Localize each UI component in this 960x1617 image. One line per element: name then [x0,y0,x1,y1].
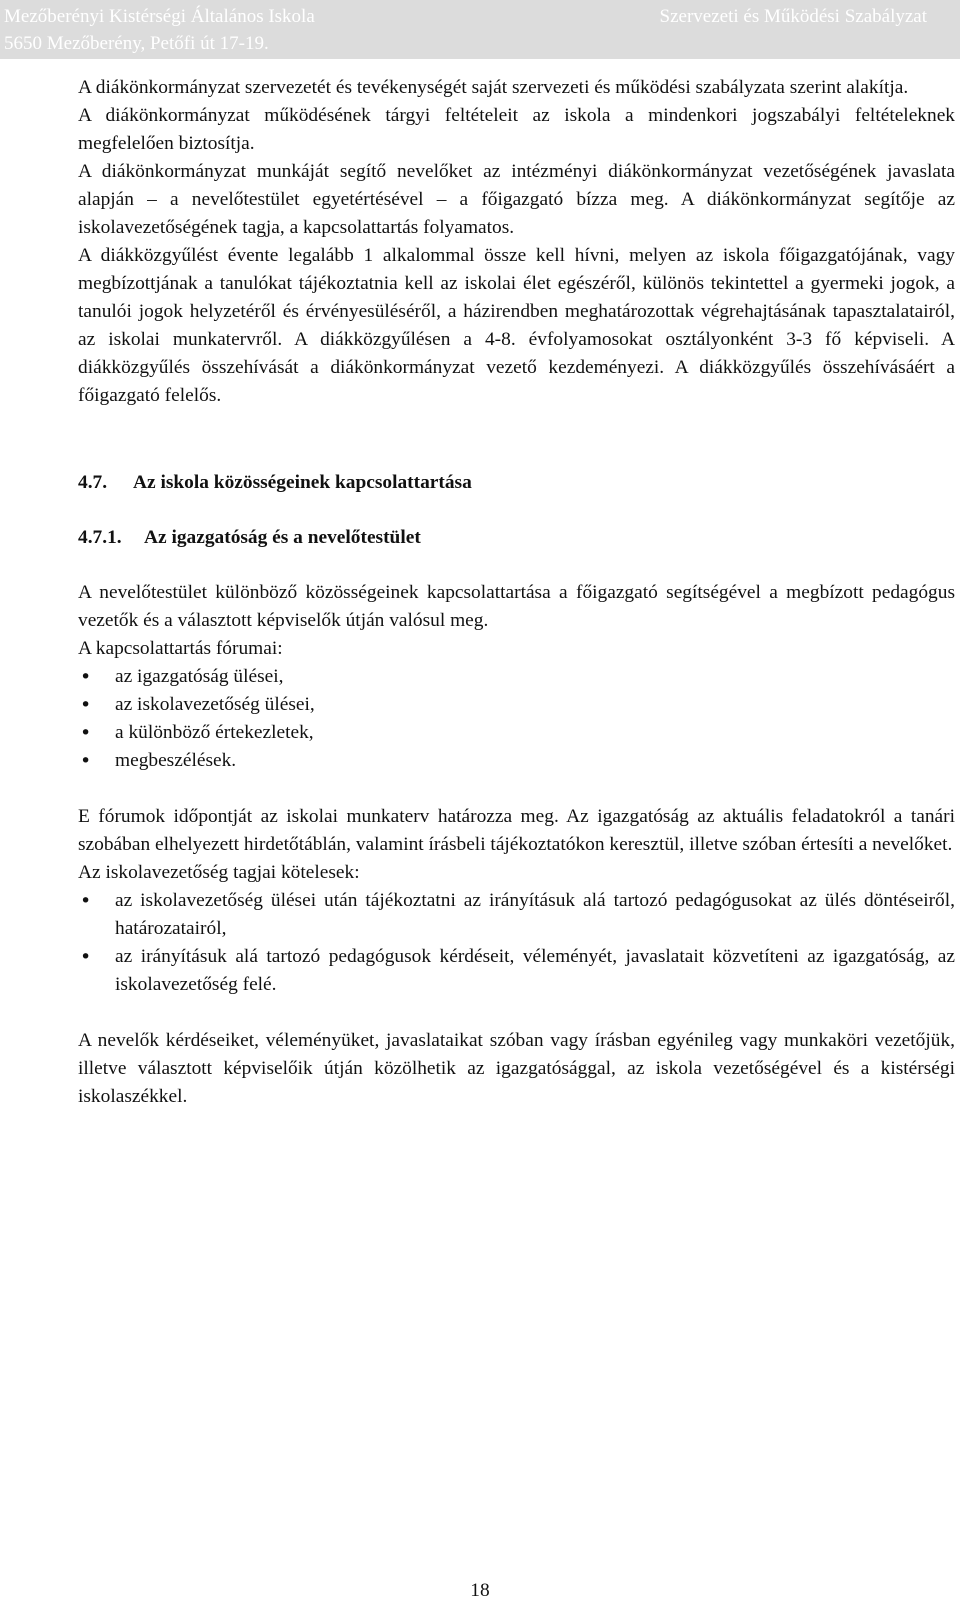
paragraph-closing: A nevelők kérdéseiket, véleményüket, javaslataikat szóban vagy írásban egyénileg vagy munkaköri vezetőjük, illetve választott képviselőik útján közölhetik az igazgatósággal, az iskola vezetőségével és a kistérségi iskolaszékkel. [78,1030,955,1107]
paragraph-dok-organization: A diákönkormányzat szervezetét és tevékenységét saját szervezeti és működési szabályzata szerint alakítja. [78,77,909,98]
page-number: 18 [470,1580,490,1601]
subsection-title: Az igazgatóság és a nevelőtestület [144,527,421,548]
document-body [78,74,955,1111]
forums-label: A kapcsolattartás fórumai: [78,638,283,659]
paragraph-forums: E fórumok időpontját az iskolai munkaterv határozza meg. Az igazgatóság az aktuális feladatokról a tanári szobában elhelyezett hirdetőtáblán, valamint írásbeli tájékoztatókon keresztül, illetve szóban értesíti a nevelőket. [78,806,955,855]
page-header [0,0,960,59]
section-number: 4.7. [78,472,108,493]
paragraph-dok-conditions: A diákönkormányzat működésének tárgyi feltételeit az iskola a mindenkori jogszabályi feltételeknek megfelelően biztosítja. [78,105,955,154]
list-item: • az igazgatóság ülései, [78,663,955,691]
duties-list [78,887,955,999]
section-heading [78,469,955,497]
list-item: • az iskolavezetőség ülései után tájékoztatni az irányításuk alá tartozó pedagógusokat az ülés döntéseiről, határozatairól, [78,887,955,943]
subsection-heading [78,524,955,552]
paragraph-dok-supervisors: A diákönkormányzat munkáját segítő nevelőket az intézményi diákönkormányzat vezetőségének javaslata alapján – a nevelőtestület egyetértésével – a főigazgató bízza meg. A diákönkormányzat segítője az iskolavezetőségének tagja, a kapcsolattartás folyamatos. [78,161,955,238]
school-address: 5650 Mezőberény, Petőfi út 17-19. [4,33,269,54]
list-item: • a különböző értekezletek, [78,719,955,747]
document-title: Szervezeti és Működési Szabályzat [659,6,927,27]
subsection-number: 4.7.1. [78,527,122,548]
paragraph-student-assembly: A diákközgyűlést évente legalább 1 alkalommal össze kell hívni, melyen az iskola főigazgatójának, vagy megbízottjának a tanulókat tájékoztatnia kell az iskolai élet egészéről, különös tekintettel a gyermeki jogok, a tanulói jogok helyzetéről és érvényesüléséről, a házirendben meghatározottak végrehajtásának tapasztalatairól, az iskolai munkatervről. A diákközgyűlésen a 4-8. évfolyamosokat osztályonként 3-3 fő képviseli. A diákközgyűlés összehívását a diákönkormányzat vezető kezdeményezi. A diákközgyűlés összehívásáért a főigazgató felelős. [78,245,955,406]
list-item: • az irányításuk alá tartozó pedagógusok kérdéseit, véleményét, javaslatait közvetíteni az igazgatóság, az iskolavezetőség felé. [78,943,955,999]
duties-label: Az iskolavezetőség tagjai kötelesek: [78,862,360,883]
list-item: • megbeszélések. [78,747,955,775]
forums-list [78,663,955,775]
section-title: Az iskola közösségeinek kapcsolattartása [133,472,472,493]
school-name: Mezőberényi Kistérségi Általános Iskola [4,6,315,27]
paragraph-intro: A nevelőtestület különböző közösségeinek kapcsolattartása a főigazgató segítségével a megbízott pedagógus vezetők és a választott képviselők útján valósul meg. [78,582,955,631]
list-item: • az iskolavezetőség ülései, [78,691,955,719]
